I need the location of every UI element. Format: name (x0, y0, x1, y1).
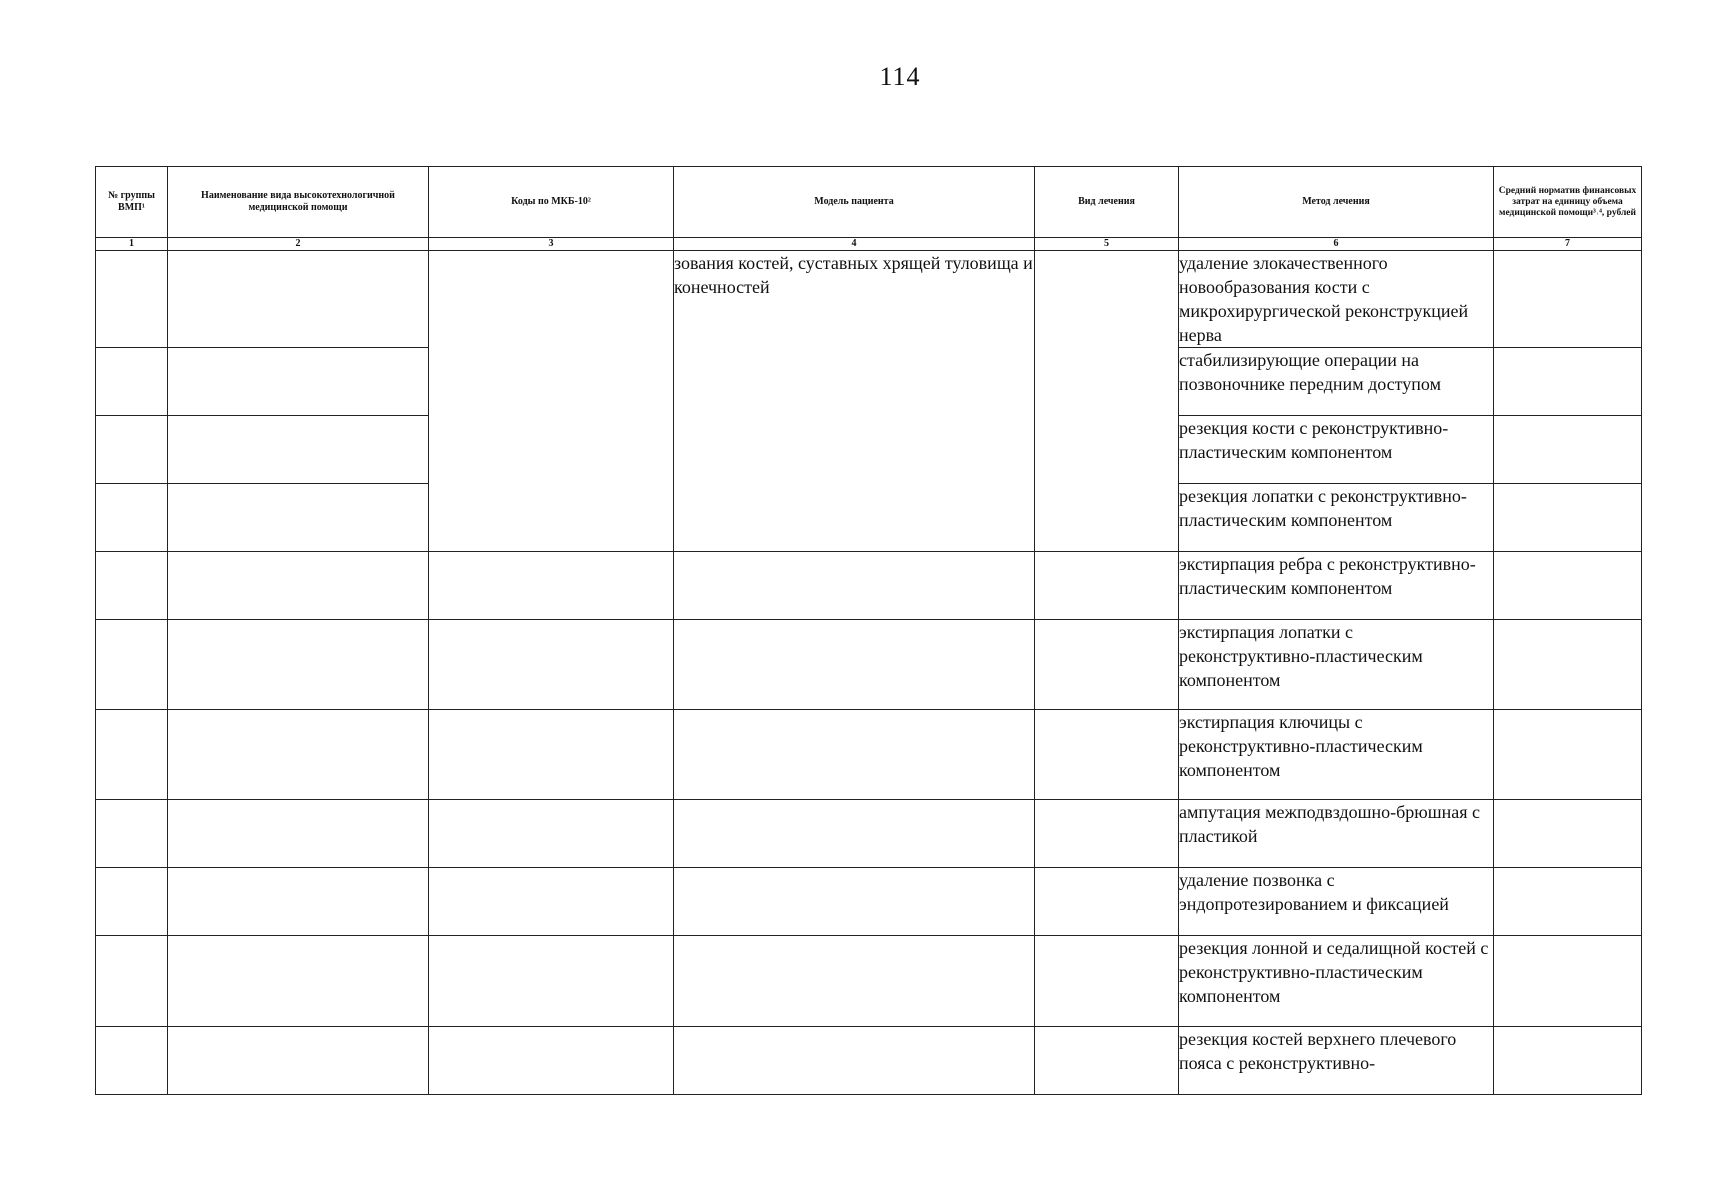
cell-treatment-method: экстирпация ключицы с реконструктивно-пластическим компонентом (1179, 710, 1494, 800)
cell-care-type-name (168, 710, 429, 800)
cell-care-type-name (168, 800, 429, 868)
cell-treatment-method: удаление злокачественного новообразования кости с микрохирургической реконструкцией нерва (1179, 251, 1494, 348)
cell-treatment-method: стабилизирующие операции на позвоночнике передним доступом (1179, 348, 1494, 416)
table-row (96, 710, 1642, 800)
cell-patient-model (674, 936, 1035, 1027)
cell-treatment-method: удаление позвонка с эндопротезированием и фиксацией (1179, 868, 1494, 936)
cell-cost-standard (1494, 552, 1642, 620)
cell-care-type-name (168, 620, 429, 710)
table-row (96, 552, 1642, 620)
cell-patient-model (674, 868, 1035, 936)
cell-care-type-name (168, 1027, 429, 1095)
cell-treatment-method: резекция кости с реконструктивно-пластическим компонентом (1179, 416, 1494, 484)
cell-group-number (96, 936, 168, 1027)
cell-cost-standard (1494, 416, 1642, 484)
table-row (96, 936, 1642, 1027)
cell-treatment-type (1035, 936, 1179, 1027)
table-row (96, 1027, 1642, 1095)
column-number: 2 (168, 238, 429, 251)
cell-patient-model (674, 552, 1035, 620)
cell-treatment-method: ампутация межподвздошно-брюшная с пластикой (1179, 800, 1494, 868)
cell-cost-standard (1494, 800, 1642, 868)
cell-care-type-name (168, 552, 429, 620)
cell-group-number (96, 251, 168, 348)
cell-treatment-method: резекция костей верхнего плечевого пояса с реконструктивно- (1179, 1027, 1494, 1095)
cell-cost-standard (1494, 251, 1642, 348)
column-number: 6 (1179, 238, 1494, 251)
cell-icd10-codes (429, 251, 674, 552)
cell-cost-standard (1494, 620, 1642, 710)
cell-treatment-method: резекция лопатки с реконструктивно-пластическим компонентом (1179, 484, 1494, 552)
cell-icd10-codes (429, 552, 674, 620)
header-group-number: № группы ВМП¹ (96, 167, 168, 238)
cell-treatment-method: экстирпация ребра с реконструктивно-пластическим компонентом (1179, 552, 1494, 620)
cell-treatment-type (1035, 552, 1179, 620)
table-row (96, 800, 1642, 868)
cell-group-number (96, 800, 168, 868)
header-treatment-type: Вид лечения (1035, 167, 1179, 238)
cell-cost-standard (1494, 868, 1642, 936)
cell-cost-standard (1494, 348, 1642, 416)
cell-care-type-name (168, 416, 429, 484)
cell-icd10-codes (429, 868, 674, 936)
cell-treatment-type (1035, 1027, 1179, 1095)
cell-group-number (96, 868, 168, 936)
cell-treatment-method: экстирпация лопатки с реконструктивно-пластическим компонентом (1179, 620, 1494, 710)
cell-treatment-type (1035, 620, 1179, 710)
cell-treatment-type (1035, 710, 1179, 800)
table-row (96, 251, 1642, 348)
cell-cost-standard (1494, 1027, 1642, 1095)
header-patient-model: Модель пациента (674, 167, 1035, 238)
cell-patient-model (674, 620, 1035, 710)
cell-care-type-name (168, 868, 429, 936)
header-cost-standard: Средний норматив финансовых затрат на единицу объема медицинской помощи³˒⁴, рублей (1494, 167, 1642, 238)
header-treatment-method: Метод лечения (1179, 167, 1494, 238)
cell-icd10-codes (429, 620, 674, 710)
cell-patient-model (674, 1027, 1035, 1095)
cell-care-type-name (168, 251, 429, 348)
cell-group-number (96, 620, 168, 710)
cell-treatment-type (1035, 800, 1179, 868)
cell-cost-standard (1494, 710, 1642, 800)
cell-icd10-codes (429, 936, 674, 1027)
cell-icd10-codes (429, 710, 674, 800)
cell-group-number (96, 416, 168, 484)
page-number: 114 (879, 62, 921, 91)
cell-care-type-name (168, 348, 429, 416)
header-care-type-name: Наименование вида высокотехнологичной медицинской помощи (168, 167, 429, 238)
cell-group-number (96, 552, 168, 620)
column-number: 3 (429, 238, 674, 251)
table-row (96, 620, 1642, 710)
cell-treatment-method: резекция лонной и седалищной костей с реконструктивно-пластическим компонентом (1179, 936, 1494, 1027)
column-number: 7 (1494, 238, 1642, 251)
cell-care-type-name (168, 936, 429, 1027)
cell-patient-model (674, 800, 1035, 868)
cell-group-number (96, 348, 168, 416)
cell-care-type-name (168, 484, 429, 552)
cell-group-number (96, 1027, 168, 1095)
cell-group-number (96, 484, 168, 552)
cell-icd10-codes (429, 1027, 674, 1095)
cell-treatment-type (1035, 251, 1179, 552)
column-number: 1 (96, 238, 168, 251)
cell-patient-model (674, 710, 1035, 800)
column-number: 4 (674, 238, 1035, 251)
cell-cost-standard (1494, 936, 1642, 1027)
cell-cost-standard (1494, 484, 1642, 552)
cell-icd10-codes (429, 800, 674, 868)
vmp-table (95, 166, 1642, 1095)
cell-treatment-type (1035, 868, 1179, 936)
table-row (96, 868, 1642, 936)
cell-patient-model: зования костей, суставных хрящей туловища и конечностей (674, 251, 1035, 552)
column-number: 5 (1035, 238, 1179, 251)
cell-group-number (96, 710, 168, 800)
header-icd10-codes: Коды по МКБ-10² (429, 167, 674, 238)
